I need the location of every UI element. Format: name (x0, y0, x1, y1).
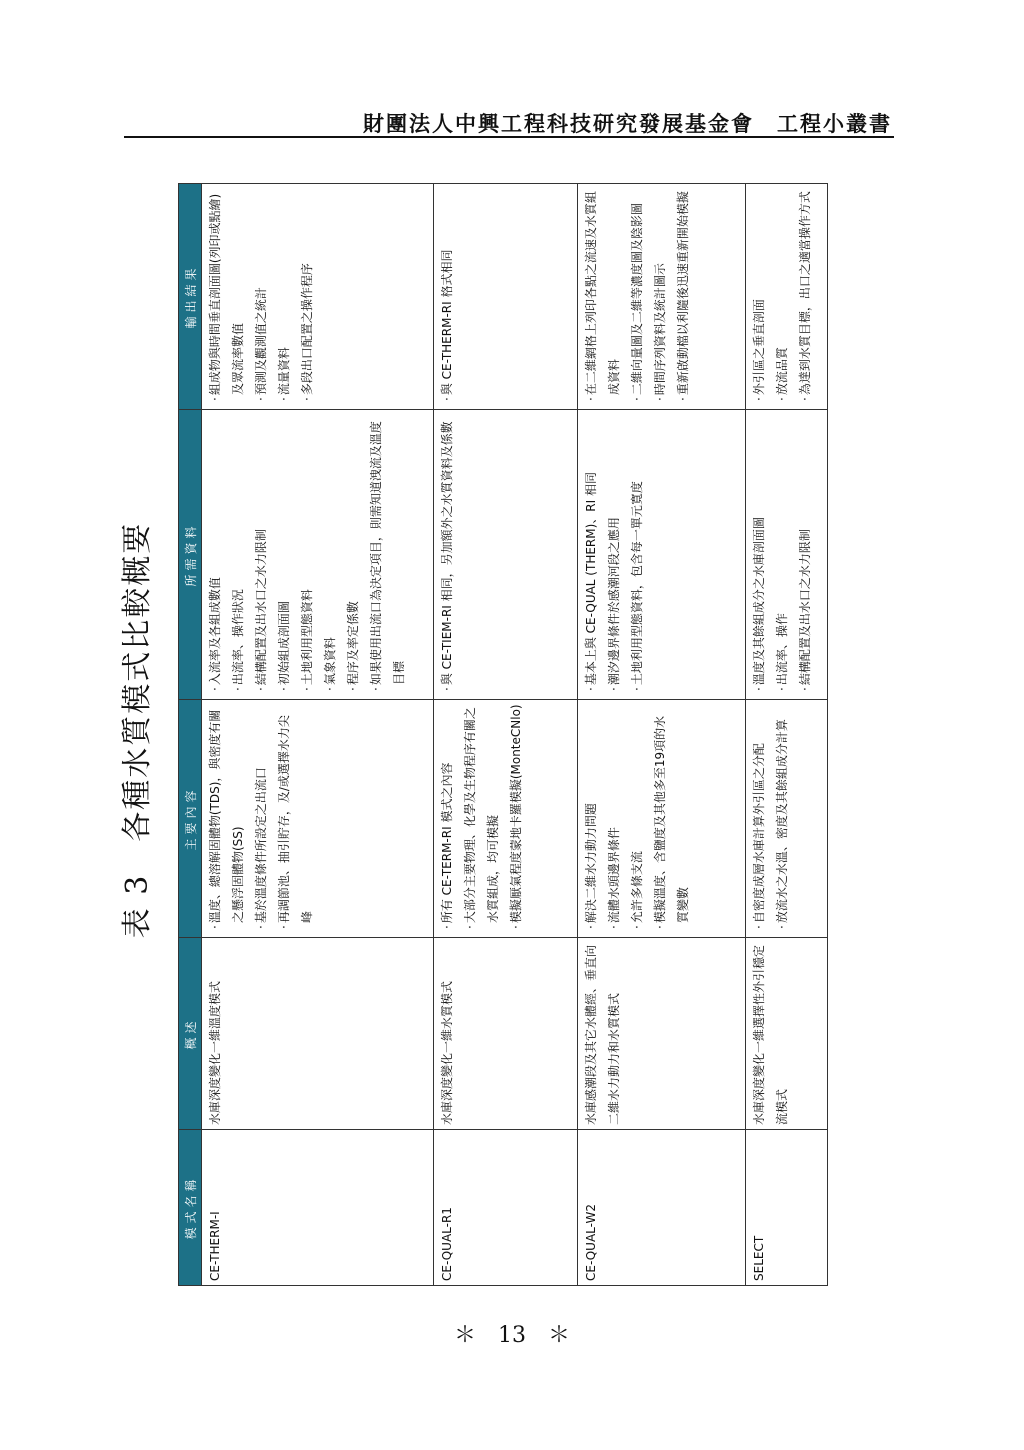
list-item: · 解決二維水力動力問題 (580, 704, 603, 933)
list-item: · 與 CE-THERM-RI 格式相同 (436, 188, 459, 405)
list-item: · 如果使用出流口為決定項目，則需知道洩流及溫度目標 (365, 414, 411, 695)
list-item: · 結構配置及出水口之水力限制 (250, 414, 273, 695)
model-comparison-table (178, 183, 828, 1286)
list-item: · 模擬厭氣程度蒙地卡羅模擬(MonteCNlo) (505, 704, 528, 933)
list-item: · 基本上與 CE-QUAL (THERM)、RI 相同 (580, 414, 603, 695)
model-name-cell: CE-QUAL-R1 (434, 1130, 578, 1286)
list-item: · 溫度、總溶解固體物(TDS)，與密度有關之懸浮固體物(SS) (204, 704, 250, 933)
list-item: · 預測及觀測值之統計 (250, 188, 273, 405)
model-name-cell: CE-THERM-I (202, 1130, 434, 1286)
list-item: · 為達到水質目標，出口之適當操作方式 (794, 188, 817, 405)
list-item: · 程序及率定係數 (342, 414, 365, 695)
header-main-content: 主要內容 (179, 700, 202, 938)
output-cell (746, 184, 828, 410)
list-item: · 出流率、操作 (771, 414, 794, 695)
required-data-cell (746, 410, 828, 700)
header-output: 輸出結果 (179, 184, 202, 410)
list-item: · 組成物與時間垂直剖面圖(列印或點繪)及眾流率數值 (204, 188, 250, 405)
list-item: · 在二維網格上列印各點之流速及水質組成資料 (580, 188, 626, 405)
output-cell (578, 184, 746, 410)
list-item: · 基於溫度條件所設定之出流口 (250, 704, 273, 933)
table-title: 表 3 各種水質模式比較概要 (120, 521, 155, 939)
list-item: · 重新啟動檔以利隨後迅速重新開始模擬 (672, 188, 695, 405)
list-item: · 放流品質 (771, 188, 794, 405)
list-item: · 大部分主要物理、化學及生物程序有關之水質組成，均可模擬 (459, 704, 505, 933)
rotated-table-container (178, 184, 828, 1286)
list-item: · 流量資料 (273, 188, 296, 405)
summary-cell: 水庫深度變化一維水質模式 (434, 938, 578, 1130)
list-item: · 允許多條支流 (626, 704, 649, 933)
list-item: · 二維向量圖及二維等濃度圖及陰影圖 (626, 188, 649, 405)
list-item: · 出流率、操作狀況 (227, 414, 250, 695)
main-content-cell (746, 700, 828, 938)
output-cell (434, 184, 578, 410)
list-item: · 放流水之水溫、密度及其餘組成分計算 (771, 704, 794, 933)
required-data-cell (202, 410, 434, 700)
output-cell (202, 184, 434, 410)
required-data-cell (578, 410, 746, 700)
table-header-row (179, 184, 202, 1286)
list-item: · 外引區之垂直剖面 (748, 188, 771, 405)
list-item: · 再調節池、抽引貯存，及/或選擇水力尖峰 (273, 704, 319, 933)
header-title: 財團法人中興工程科技研究發展基金會 工程小叢書 (363, 111, 892, 136)
header-summary: 概述 (179, 938, 202, 1130)
summary-cell: 水庫感潮段及其它水體經、垂直向二維水力動力和水質模式 (578, 938, 746, 1130)
page-number: ＊ 13 ＊ (454, 1323, 570, 1348)
list-item: · 流體水頭邊界條件 (603, 704, 626, 933)
model-name-cell: CE-QUAL-W2 (578, 1130, 746, 1286)
list-item: · 結構配置及出水口之水力限制 (794, 414, 817, 695)
list-item: · 入流率及各組成數值 (204, 414, 227, 695)
header-model-name: 模式名稱 (179, 1130, 202, 1286)
list-item: · 潮汐邊界條件於感潮河段之應用 (603, 414, 626, 695)
list-item: · 所有 CE-TERM-RI 模式之內容 (436, 704, 459, 933)
table-row (578, 184, 746, 1286)
list-item: · 土地利用型態資料 (296, 414, 319, 695)
model-name-cell: SELECT (746, 1130, 828, 1286)
summary-cell: 水庫深度變化一維溫度模式 (202, 938, 434, 1130)
list-item: · 多段出口配置之操作程序 (296, 188, 319, 405)
header-rule (124, 136, 894, 138)
main-content-cell (202, 700, 434, 938)
table-row (434, 184, 578, 1286)
list-item: · 土地利用型態資料，包含每一單元寬度 (626, 414, 649, 695)
list-item: · 溫度及其餘組成分之水庫剖面圖 (748, 414, 771, 695)
required-data-cell (434, 410, 578, 700)
summary-cell: 水庫深度變化一維選擇性外引穩定流模式 (746, 938, 828, 1130)
table-row (202, 184, 434, 1286)
list-item: · 時間序列資料及統計圖示 (649, 188, 672, 405)
main-content-cell (578, 700, 746, 938)
header-required-data: 所需資料 (179, 410, 202, 700)
list-item: · 與 CE-TIEM-RI 相同，另加額外之水質資料及係數 (436, 414, 459, 695)
list-item: · 氣象資料 (319, 414, 342, 695)
main-content-cell (434, 700, 578, 938)
table-row (746, 184, 828, 1286)
list-item: · 自密度成層水庫計算外引區之分配 (748, 704, 771, 933)
list-item: · 模擬溫度、含鹽度及其他多至19項的水質變數 (649, 704, 695, 933)
list-item: · 初始組成剖面圖 (273, 414, 296, 695)
